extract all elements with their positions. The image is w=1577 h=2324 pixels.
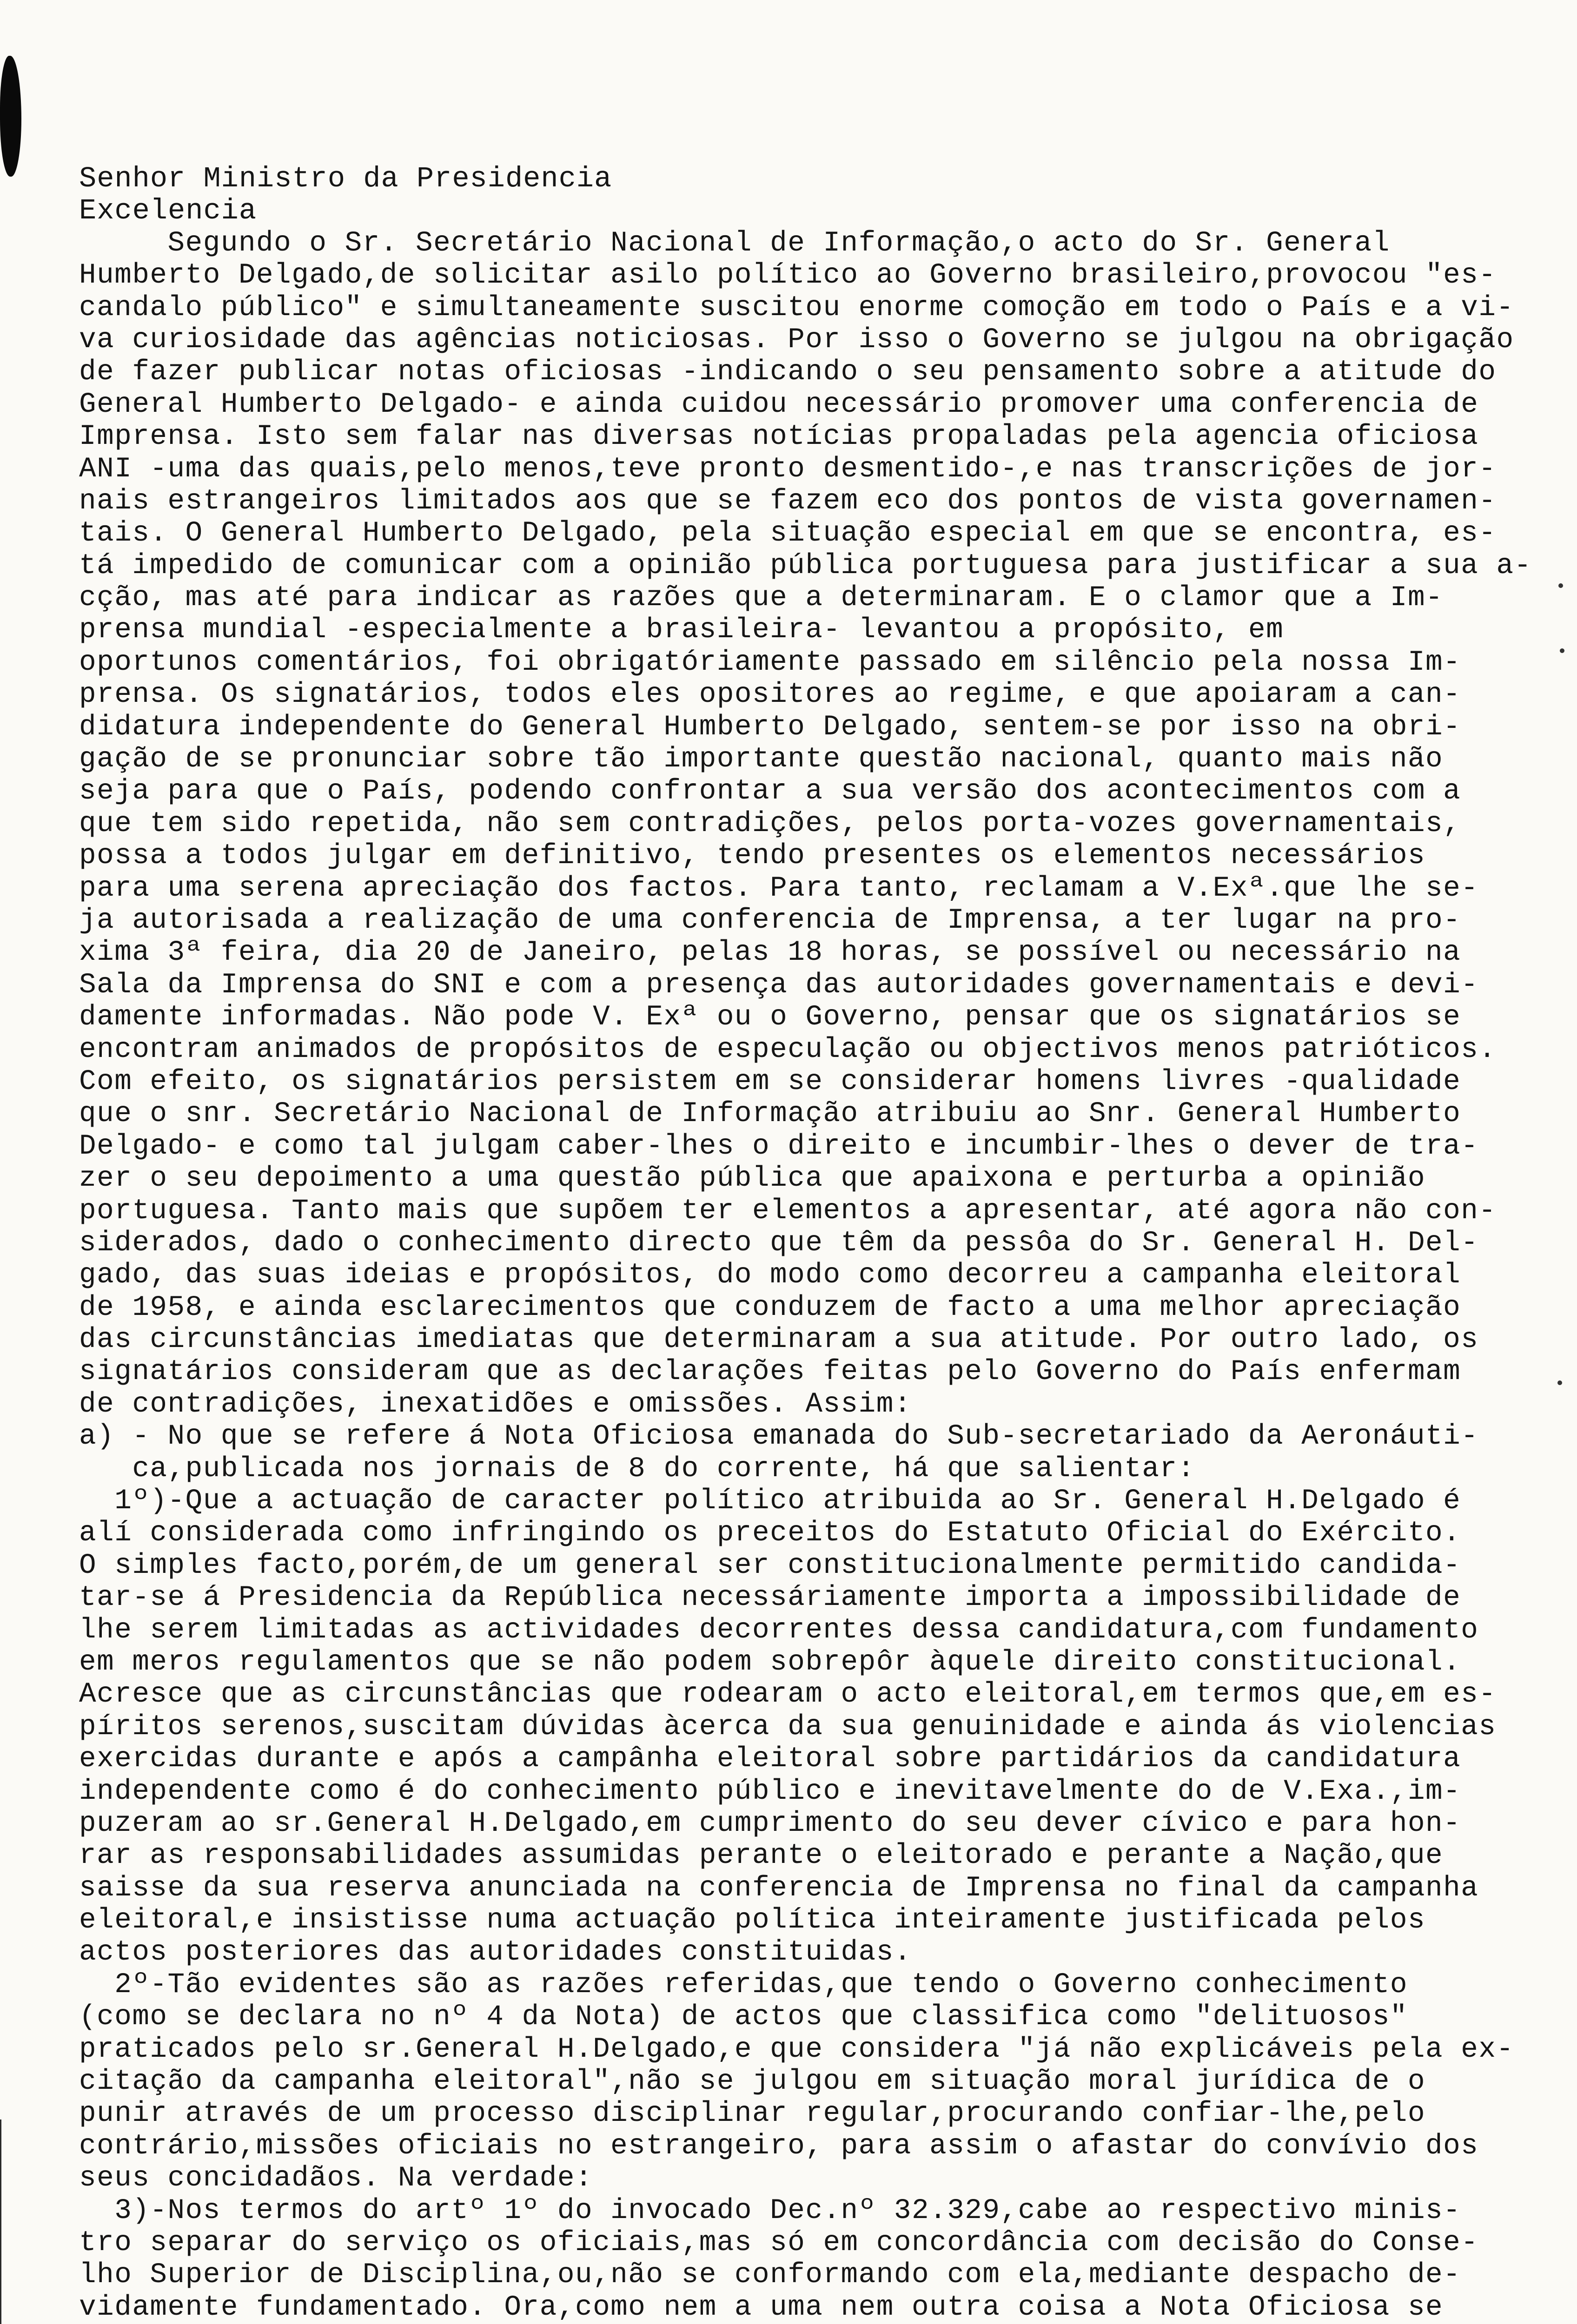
body-line: alí considerada como infringindo os preceitos do Estatuto Oficial do Exército. <box>79 1517 1461 1550</box>
body-line: Com efeito, os signatários persistem em se considerar homens livres -qualidade <box>79 1065 1461 1098</box>
body-line: signatários consideram que as declarações feitas pelo Governo do País enfermam <box>79 1356 1461 1388</box>
body-line: zer o seu depoimento a uma questão pública que apaixona e perturba a opinião <box>79 1162 1426 1195</box>
body-line: das circunstâncias imediatas que determinaram a sua atitude. Por outro lado, os <box>79 1324 1479 1356</box>
body-line: Humberto Delgado,de solicitar asilo político ao Governo brasileiro,provocou "es- <box>79 259 1497 292</box>
body-line: para uma serena apreciação dos factos. Para tanto, reclamam a V.Exª.que lhe se- <box>79 872 1479 905</box>
body-line: General Humberto Delgado- e ainda cuidou necessário promover uma conferencia de <box>79 388 1479 421</box>
body-line: que tem sido repetida, não sem contradições, pelos porta-vozes governamentais, <box>79 807 1461 840</box>
body-line: Sala da Imprensa do SNI e com a presença das autoridades governamentais e devi- <box>79 969 1479 1001</box>
body-line: prensa. Os signatários, todos eles opositores ao regime, e que apoiaram a can- <box>79 679 1461 711</box>
margin-speck <box>1560 648 1564 653</box>
body-line: de contradições, inexatidões e omissões. Assim: <box>79 1388 912 1420</box>
body-line: gado, das suas ideias e propósitos, do modo como decorreu a campanha eleitoral <box>79 1259 1461 1292</box>
body-line: Segundo o Sr. Secretário Nacional de Informação,o acto do Sr. General <box>79 227 1390 259</box>
body-line: vidamente fundamentado. Ora,como nem a uma nem outra coisa a Nota Oficiosa se <box>79 2291 1444 2324</box>
body-line: tar-se á Presidencia da República necessáriamente importa a impossibilidade de <box>79 1582 1461 1614</box>
body-line: rar as responsabilidades assumidas perante o eleitorado e perante a Nação,que <box>79 1840 1444 1872</box>
body-line: didatura independente do General Humberto Delgado, sentem-se por isso na obri- <box>79 711 1461 743</box>
body-line: possa a todos julgar em definitivo, tendo presentes os elementos necessários <box>79 840 1426 872</box>
letter-body <box>79 227 1557 2324</box>
body-line: portuguesa. Tanto mais que supõem ter elementos a apresentar, até agora não con- <box>79 1195 1497 1227</box>
body-line: Acresce que as circunstâncias que rodearam o acto eleitoral,em termos que,em es- <box>79 1678 1497 1711</box>
body-line: gação de se pronunciar sobre tão importante questão nacional, quanto mais não <box>79 743 1444 776</box>
body-line: Delgado- e como tal julgam caber-lhes o direito e incumbir-lhes o dever de tra- <box>79 1130 1479 1162</box>
body-line: contrário,missões oficiais no estrangeiro, para assim o afastar do convívio dos <box>79 2130 1479 2162</box>
body-line: cção, mas até para indicar as razões que a determinaram. E o clamor que a Im- <box>79 582 1444 614</box>
body-line: encontram animados de propósitos de especulação ou objectivos menos patrióticos. <box>79 1033 1497 1066</box>
body-line: píritos serenos,suscitam dúvidas àcerca da sua genuinidade e ainda ás violencias <box>79 1710 1497 1743</box>
body-line: ANI -uma das quais,pelo menos,teve pronto desmentido-,e nas transcrições de jor- <box>79 453 1497 485</box>
body-line: lhe serem limitadas as actividades decorrentes dessa candidatura,com fundamento <box>79 1614 1479 1646</box>
body-line: siderados, dado o conhecimento directo que têm da pessôa do Sr. General H. Del- <box>79 1227 1479 1259</box>
body-line: em meros regulamentos que se não podem sobrepôr àquele direito constitucional. <box>79 1646 1461 1678</box>
body-line: tá impedido de comunicar com a opinião pública portuguesa para justificar a sua a- <box>79 549 1532 582</box>
body-line: 3)-Nos termos do artº 1º do invocado Dec.nº 32.329,cabe ao respectivo minis- <box>79 2194 1461 2227</box>
body-line: que o snr. Secretário Nacional de Informação atribuiu ao Snr. General Humberto <box>79 1098 1461 1130</box>
letter-text <box>79 163 1557 2324</box>
body-line: xima 3ª feira, dia 20 de Janeiro, pelas 18 horas, se possível ou necessário na <box>79 937 1461 969</box>
page-edge-line <box>0 2119 1 2324</box>
body-line: a) - No que se refere á Nota Oficiosa emanada do Sub-secretariado da Aeronáuti- <box>79 1420 1479 1453</box>
body-line: praticados pelo sr.General H.Delgado,e que considera "já não explicáveis pela ex- <box>79 2033 1514 2066</box>
body-line: damente informadas. Não pode V. Exª ou o Governo, pensar que os signatários se <box>79 1001 1461 1034</box>
body-line: eleitoral,e insistisse numa actuação política inteiramente justificada pelos <box>79 1904 1426 1937</box>
body-line: seus concidadãos. Na verdade: <box>79 2162 593 2195</box>
margin-speck <box>1558 583 1563 588</box>
body-line: puzeram ao sr.General H.Delgado,em cumprimento do seu dever cívico e para hon- <box>79 1807 1461 1840</box>
body-line: ca,publicada nos jornais de 8 do corrente, há que salientar: <box>79 1452 1195 1485</box>
body-line: de 1958, e ainda esclarecimentos que conduzem de facto a uma melhor apreciação <box>79 1291 1461 1324</box>
body-line: (como se declara no nº 4 da Nota) de actos que classifica como "delituosos" <box>79 2001 1408 2034</box>
body-line: 2º-Tão evidentes são as razões referidas,que tendo o Governo conhecimento <box>79 1968 1408 2001</box>
body-line: Imprensa. Isto sem falar nas diversas notícias propaladas pela agencia oficiosa <box>79 421 1479 453</box>
body-line: tro separar do serviço os oficiais,mas só em concordância com decisão do Conse- <box>79 2227 1479 2259</box>
salutation-line: Excelencia <box>79 194 257 228</box>
body-line: 1º)-Que a actuação de caracter político atribuida ao Sr. General H.Delgado é <box>79 1485 1461 1518</box>
body-line: punir através de um processo disciplinar regular,procurando confiar-lhe,pelo <box>79 2098 1426 2130</box>
body-line: oportunos comentários, foi obrigatóriamente passado em silêncio pela nossa Im- <box>79 646 1461 679</box>
salutation-line: Senhor Ministro da Presidencia <box>79 162 612 195</box>
body-line: va curiosidade das agências noticiosas. Por isso o Governo se julgou na obrigação <box>79 324 1514 356</box>
body-line: ja autorisada a realização de uma conferencia de Imprensa, a ter lugar na pro- <box>79 904 1461 937</box>
body-line: saisse da sua reserva anunciada na conferencia de Imprensa no final da campanha <box>79 1872 1479 1904</box>
body-line: tais. O General Humberto Delgado, pela situação especial em que se encontra, es- <box>79 517 1497 550</box>
body-line: exercidas durante e após a campânha eleitoral sobre partidários da candidatura <box>79 1743 1461 1776</box>
body-line: actos posteriores das autoridades constituidas. <box>79 1936 912 1969</box>
margin-speck <box>1557 1380 1562 1385</box>
punch-hole-mark <box>0 56 21 177</box>
body-line: O simples facto,porém,de um general ser constitucionalmente permitido candida- <box>79 1549 1461 1582</box>
body-line: lho Superior de Disciplina,ou,não se conformando com ela,mediante despacho de- <box>79 2259 1461 2291</box>
body-line: candalo público" e simultaneamente suscitou enorme comoção em todo o País e a vi- <box>79 291 1514 324</box>
body-line: citação da campanha eleitoral",não se julgou em situação moral jurídica de o <box>79 2066 1426 2098</box>
body-line: prensa mundial -especialmente a brasileira- levantou a propósito, em <box>79 614 1284 647</box>
body-line: de fazer publicar notas oficiosas -indicando o seu pensamento sobre a atitude do <box>79 356 1497 389</box>
body-line: independente como é do conhecimento público e inevitavelmente do de V.Exa.,im- <box>79 1775 1461 1808</box>
body-line: seja para que o País, podendo confrontar a sua versão dos acontecimentos com a <box>79 775 1461 808</box>
body-line: nais estrangeiros limitados aos que se fazem eco dos pontos de vista governamen- <box>79 485 1497 517</box>
